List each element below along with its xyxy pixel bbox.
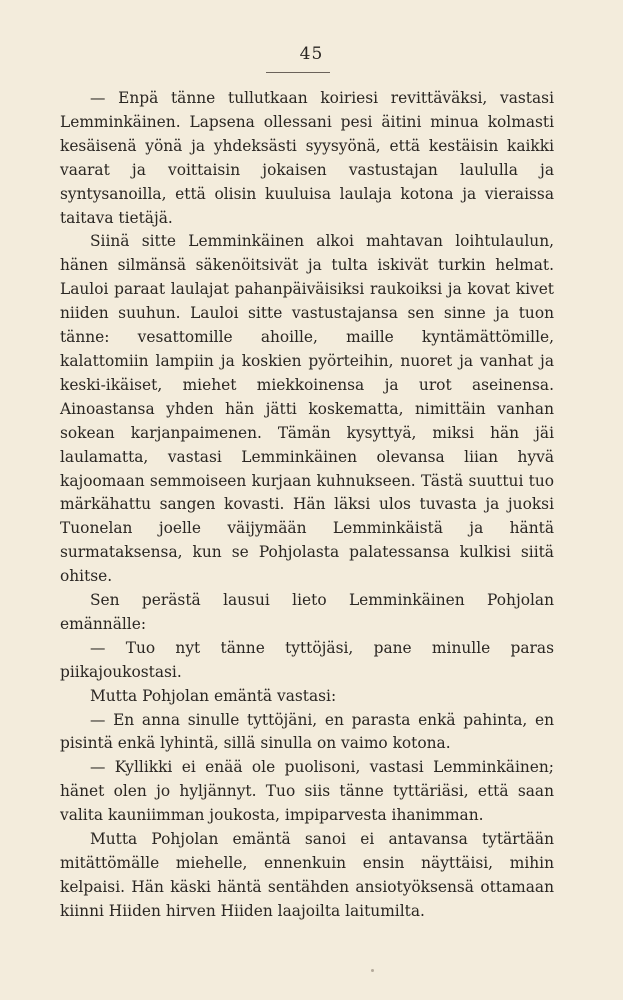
- header-rule: [266, 72, 330, 73]
- paragraph: — Tuo nyt tänne tyttöjäsi, pane minulle paras piikajoukostasi.: [60, 638, 554, 681]
- paragraph: — Kyllikki ei enää ole puolisoni, vastasi Lemminkäinen; hänet olen jo hyljännyt. Tuo siis tänne tyttäriäsi, että saan valita kauniimman joukosta, impiparvesta ihanimman.: [60, 758, 554, 825]
- paragraph: Siinä sitte Lemminkäinen alkoi mahtavan loihtulaulun, hänen silmänsä säkenöitsivät ja tulta iskivät turkin helmat. Lauloi paraat laulajat pahanpäiväisiksi raukoiksi ja kovat kivet niiden suuhun. Lauloi sitte vastustajansa sen sinne ja tuon tänne: vesattomille ahoille, maille kyntämättömille, kalattomiin lampiin ja koskien pyörteihin, nuoret ja vanhat ja keski-ikäiset, miehet miekkoinensa ja urot aseinensa. Ainoastansa yhden hän jätti koskematta, nimittäin vanhan sokean karjanpaimenen. Tämän kysyttyä, miksi hän jäi laulamatta, vastasi Lemminkäinen olevansa liian hyvä kajoomaan semmoiseen kurjaan kuhnukseen. Tästä suuttui tuo märkähattu sangen kovasti. Hän läksi ulos tuvasta ja juoksi Tuonelan joelle väijymään Lemminkäistä ja häntä surmataksensa, kun se Pohjolasta palatessansa kulkisi siitä ohitse.: [60, 232, 554, 586]
- paper-speck: [371, 969, 374, 972]
- paragraph: Mutta Pohjolan emäntä vastasi:: [90, 686, 337, 705]
- body-text: [60, 87, 554, 924]
- paragraph: Sen perästä lausui lieto Lemminkäinen Pohjolan emännälle:: [60, 591, 554, 633]
- page-number: 45: [299, 44, 324, 64]
- paragraph: Mutta Pohjolan emäntä sanoi ei antavansa tytärtään mitättömälle miehelle, ennenkuin ensin näyttäisi, mihin kelpaisi. Hän käski häntä sentähden ansiotyöksensä ottamaan kiinni Hiiden hirven Hiiden laajoilta laitumilta.: [60, 830, 554, 920]
- paragraph: — En anna sinulle tyttöjäni, en parasta enkä pahinta, en pisintä enkä lyhintä, sillä sinulla on vaimo kotona.: [60, 710, 554, 753]
- paragraph: — Enpä tänne tullutkaan koiriesi revittäväksi, vastasi Lemminkäinen. Lapsena ollessani pesi äitini minua kolmasti kesäisenä yönä ja yhdeksästi syysyönä, että kestäisin kaikki vaarat ja voittaisin jokaisen vastustajan laululla ja syntysanoilla, että olisin kuuluisa laulaja kotona ja vieraissa taitava tietäjä.: [60, 89, 554, 227]
